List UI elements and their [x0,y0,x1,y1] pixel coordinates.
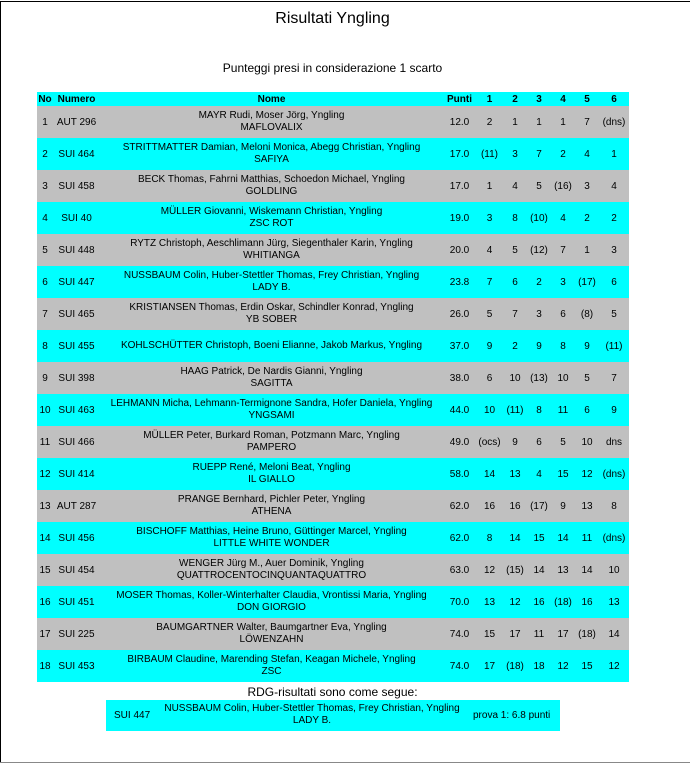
crew-names: BAUMGARTNER Walter, Baumgartner Eva, Yngling [156,622,387,633]
cell-race-3: 4 [527,458,551,490]
cell-race-3: (13) [527,362,551,394]
cell-nome [100,554,443,586]
boat-name: MAFLOVALIX [240,122,303,133]
cell-nome [100,522,443,554]
cell-race-4: 10 [551,362,575,394]
cell-numero: SUI 455 [53,330,100,362]
cell-punti: 37.0 [443,330,476,362]
results-body [37,106,629,682]
cell-nome [100,234,443,266]
results-table [37,92,629,682]
cell-race-6: (dns) [599,106,629,138]
cell-punti: 62.0 [443,490,476,522]
header-nome: Nome [100,92,443,106]
cell-no: 3 [37,170,53,202]
table-row [37,394,629,426]
table-row [37,298,629,330]
boat-name: IL GIALLO [248,474,295,485]
cell-race-1: 5 [476,298,503,330]
rdg-name [154,703,470,727]
cell-nome [100,490,443,522]
boat-name: LÖWENZAHN [239,634,304,645]
cell-no: 7 [37,298,53,330]
cell-race-5: 2 [575,202,599,234]
cell-punti: 58.0 [443,458,476,490]
cell-race-1: (ocs) [476,426,503,458]
cell-race-1: 3 [476,202,503,234]
cell-race-1: 13 [476,586,503,618]
cell-nome [100,426,443,458]
cell-race-6: 8 [599,490,629,522]
cell-nome [100,298,443,330]
cell-race-3: (10) [527,202,551,234]
cell-race-6: dns [599,426,629,458]
cell-race-6: 14 [599,618,629,650]
table-row [37,138,629,170]
cell-nome [100,362,443,394]
cell-race-1: 12 [476,554,503,586]
cell-race-1: 8 [476,522,503,554]
cell-race-5: 9 [575,330,599,362]
cell-race-6: 2 [599,202,629,234]
cell-no: 12 [37,458,53,490]
cell-race-2: 8 [503,202,527,234]
cell-no: 9 [37,362,53,394]
crew-names: RYTZ Christoph, Aeschlimann Jürg, Siegenthaler Karin, Yngling [130,238,413,249]
cell-numero: SUI 447 [53,266,100,298]
cell-race-2: 12 [503,586,527,618]
cell-race-1: (11) [476,138,503,170]
cell-race-6: 9 [599,394,629,426]
cell-numero: SUI 451 [53,586,100,618]
cell-nome [100,586,443,618]
crew-names: NUSSBAUM Colin, Huber-Stettler Thomas, Frey Christian, Yngling [123,270,420,281]
header-race-6: 6 [599,92,629,106]
cell-race-2: 3 [503,138,527,170]
cell-race-2: 13 [503,458,527,490]
cell-race-5: 16 [575,586,599,618]
cell-numero: SUI 456 [53,522,100,554]
crew-names: MÜLLER Giovanni, Wiskemann Christian, Yngling [160,206,383,217]
cell-race-6: 5 [599,298,629,330]
cell-race-3: 16 [527,586,551,618]
boat-name: GOLDLING [245,186,298,197]
header-race-4: 4 [551,92,575,106]
page-bottom-border [0,762,690,763]
cell-no: 11 [37,426,53,458]
cell-race-2: 7 [503,298,527,330]
cell-punti: 62.0 [443,522,476,554]
header-race-3: 3 [527,92,551,106]
cell-numero: SUI 454 [53,554,100,586]
header-race-5: 5 [575,92,599,106]
cell-numero: AUT 287 [53,490,100,522]
cell-race-2: 5 [503,234,527,266]
page-left-border [0,1,1,763]
cell-numero: SUI 465 [53,298,100,330]
cell-no: 4 [37,202,53,234]
boat-name: SAGITTA [250,378,293,389]
table-row [37,234,629,266]
crew-names: BIRBAUM Claudine, Marending Stefan, Keagan Michele, Yngling [127,654,416,665]
table-row [37,650,629,682]
table-row [37,618,629,650]
cell-race-5: 10 [575,426,599,458]
table-row [37,170,629,202]
cell-race-4: 12 [551,650,575,682]
cell-race-3: (12) [527,234,551,266]
cell-race-2: 2 [503,330,527,362]
cell-punti: 74.0 [443,650,476,682]
cell-numero: SUI 40 [53,202,100,234]
page-top-border [0,1,690,2]
cell-race-3: 14 [527,554,551,586]
cell-race-4: 14 [551,522,575,554]
cell-punti: 17.0 [443,170,476,202]
cell-no: 18 [37,650,53,682]
cell-race-3: 9 [527,330,551,362]
cell-race-5: 6 [575,394,599,426]
cell-punti: 19.0 [443,202,476,234]
cell-nome [100,458,443,490]
header-row [37,92,629,106]
crew-names: BISCHOFF Matthias, Heine Bruno, Güttinger Marcel, Yngling [136,526,407,537]
cell-numero: SUI 448 [53,234,100,266]
cell-race-4: 17 [551,618,575,650]
crew-names: KOHLSCHÜTTER Christoph, Boeni Elianne, Jakob Markus, Yngling [120,340,423,351]
cell-race-2: 1 [503,106,527,138]
boat-name: LITTLE WHITE WONDER [213,538,330,549]
cell-punti: 23.8 [443,266,476,298]
crew-names: RUEPP René, Meloni Beat, Yngling [192,462,351,473]
cell-race-5: 4 [575,138,599,170]
boat-name: YB SOBER [245,314,298,325]
cell-nome [100,618,443,650]
cell-race-4: 4 [551,202,575,234]
cell-numero: SUI 398 [53,362,100,394]
header-race-1: 1 [476,92,503,106]
cell-punti: 63.0 [443,554,476,586]
table-row [37,426,629,458]
cell-race-4: 5 [551,426,575,458]
table-row [37,266,629,298]
crew-names: MÜLLER Peter, Burkard Roman, Potzmann Marc, Yngling [143,430,400,441]
cell-race-6: 1 [599,138,629,170]
cell-race-4: 3 [551,266,575,298]
cell-race-3: (17) [527,490,551,522]
table-row [37,458,629,490]
boat-name: ZSC [261,666,282,677]
cell-punti: 70.0 [443,586,476,618]
rdg-boat: LADY B. [292,715,332,726]
cell-punti: 49.0 [443,426,476,458]
table-row [37,362,629,394]
cell-numero: SUI 453 [53,650,100,682]
boat-name: QUATTROCENTOCINQUANTAQUATTRO [176,570,367,581]
cell-nome [100,202,443,234]
cell-race-2: 6 [503,266,527,298]
cell-race-5: (8) [575,298,599,330]
cell-race-4: 13 [551,554,575,586]
cell-nome [100,106,443,138]
header-punti: Punti [443,92,476,106]
cell-race-5: (17) [575,266,599,298]
cell-race-6: 4 [599,170,629,202]
cell-no: 16 [37,586,53,618]
cell-numero: SUI 466 [53,426,100,458]
cell-race-3: 7 [527,138,551,170]
cell-race-2: 10 [503,362,527,394]
crew-names: STRITTMATTER Damian, Meloni Monica, Abegg Christian, Yngling [122,142,421,153]
header-no: No [38,93,52,105]
table-row [37,554,629,586]
crew-names: KRISTIANSEN Thomas, Erdin Oskar, Schindler Konrad, Yngling [129,302,414,313]
cell-race-3: 5 [527,170,551,202]
cell-race-6: (dns) [599,522,629,554]
cell-race-1: 1 [476,170,503,202]
cell-race-6: 12 [599,650,629,682]
cell-punti: 17.0 [443,138,476,170]
cell-race-5: 3 [575,170,599,202]
cell-punti: 12.0 [443,106,476,138]
boat-name: WHITIANGA [243,250,300,261]
cell-race-4: (16) [551,170,575,202]
cell-numero: AUT 296 [53,106,100,138]
cell-race-6: 7 [599,362,629,394]
cell-race-3: 18 [527,650,551,682]
cell-race-6: (dns) [599,458,629,490]
boat-name: ZSC ROT [249,218,294,229]
crew-names: HAAG Patrick, De Nardis Gianni, Yngling [180,366,363,377]
cell-race-1: 2 [476,106,503,138]
boat-name: YNGSAMI [248,410,295,421]
cell-race-1: 17 [476,650,503,682]
cell-race-5: 14 [575,554,599,586]
cell-numero: SUI 463 [53,394,100,426]
table-row [37,490,629,522]
cell-no: 13 [37,490,53,522]
table-row [37,330,629,362]
cell-numero: SUI 414 [53,458,100,490]
cell-race-4: 11 [551,394,575,426]
header-race-2: 2 [503,92,527,106]
cell-race-4: (18) [551,586,575,618]
cell-race-2: 9 [503,426,527,458]
cell-race-6: 13 [599,586,629,618]
cell-race-2: (18) [503,650,527,682]
boat-name: PAMPERO [246,442,297,453]
cell-race-2: 14 [503,522,527,554]
crew-names: MAYR Rudi, Moser Jörg, Yngling [198,110,345,121]
cell-no: 10 [37,394,53,426]
cell-no: 14 [37,522,53,554]
table-row [37,522,629,554]
cell-no: 15 [37,554,53,586]
boat-name: LADY B. [252,282,291,293]
rdg-value: prova 1: 6.8 punti [473,710,551,721]
cell-numero: SUI 464 [53,138,100,170]
cell-punti: 44.0 [443,394,476,426]
cell-no: 8 [37,330,53,362]
cell-race-4: 8 [551,330,575,362]
cell-race-3: 3 [527,298,551,330]
cell-race-1: 7 [476,266,503,298]
boat-name: SAFIYA [254,154,289,165]
rdg-box [106,700,560,731]
page-title: Risultati Yngling [275,10,390,27]
cell-race-6: (11) [599,330,629,362]
cell-race-3: 15 [527,522,551,554]
cell-race-1: 9 [476,330,503,362]
cell-nome [100,394,443,426]
header-numero: Numero [53,92,100,106]
cell-numero: SUI 458 [53,170,100,202]
crew-names: PRANGE Bernhard, Pichler Peter, Yngling [177,494,366,505]
cell-race-2: (11) [503,394,527,426]
cell-numero: SUI 225 [53,618,100,650]
cell-no: 6 [37,266,53,298]
cell-race-2: (15) [503,554,527,586]
cell-race-5: 5 [575,362,599,394]
cell-race-5: 7 [575,106,599,138]
cell-no: 17 [37,618,53,650]
cell-no: 1 [37,106,53,138]
cell-race-5: 13 [575,490,599,522]
cell-punti: 26.0 [443,298,476,330]
cell-race-5: (18) [575,618,599,650]
cell-nome [100,138,443,170]
cell-race-4: 15 [551,458,575,490]
cell-punti: 74.0 [443,618,476,650]
cell-race-1: 15 [476,618,503,650]
cell-race-2: 17 [503,618,527,650]
cell-race-4: 6 [551,298,575,330]
cell-nome [100,650,443,682]
cell-race-3: 2 [527,266,551,298]
crew-names: BECK Thomas, Fahrni Matthias, Schoedon Michael, Yngling [138,174,405,185]
boat-name: ATHENA [251,506,292,517]
table-row [37,106,629,138]
cell-race-3: 11 [527,618,551,650]
cell-race-3: 8 [527,394,551,426]
crew-names: LEHMANN Micha, Lehmann-Termignone Sandra, Hofer Daniela, Yngling [110,398,433,409]
cell-race-5: 12 [575,458,599,490]
cell-nome [100,170,443,202]
cell-nome [100,330,443,362]
cell-race-3: 1 [527,106,551,138]
cell-race-5: 15 [575,650,599,682]
cell-race-4: 9 [551,490,575,522]
cell-punti: 38.0 [443,362,476,394]
cell-no: 5 [37,234,53,266]
cell-race-3: 6 [527,426,551,458]
cell-race-1: 6 [476,362,503,394]
boat-name: DON GIORGIO [237,602,306,613]
cell-race-1: 10 [476,394,503,426]
crew-names: MOSER Thomas, Koller-Winterhalter Claudia, Vrontissi Maria, Yngling [116,590,427,601]
cell-race-4: 1 [551,106,575,138]
rdg-crew: NUSSBAUM Colin, Huber-Stettler Thomas, Frey Christian, Yngling [164,703,460,714]
cell-race-1: 4 [476,234,503,266]
cell-race-6: 3 [599,234,629,266]
cell-no: 2 [37,138,53,170]
cell-race-1: 16 [476,490,503,522]
page-subtitle: Punteggi presi in considerazione 1 scarto [222,61,443,75]
cell-race-2: 16 [503,490,527,522]
table-row [37,586,629,618]
cell-race-6: 10 [599,554,629,586]
cell-race-1: 14 [476,458,503,490]
crew-names: WENGER Jürg M., Auer Dominik, Yngling [179,558,364,569]
cell-race-2: 4 [503,170,527,202]
cell-race-6: 6 [599,266,629,298]
rdg-numero: SUI 447 [114,710,151,721]
cell-race-4: 7 [551,234,575,266]
rdg-title: RDG-risultati sono come segue: [247,685,418,699]
cell-race-5: 1 [575,234,599,266]
cell-race-4: 2 [551,138,575,170]
table-row [37,202,629,234]
cell-punti: 20.0 [443,234,476,266]
cell-race-5: 11 [575,522,599,554]
cell-nome [100,266,443,298]
